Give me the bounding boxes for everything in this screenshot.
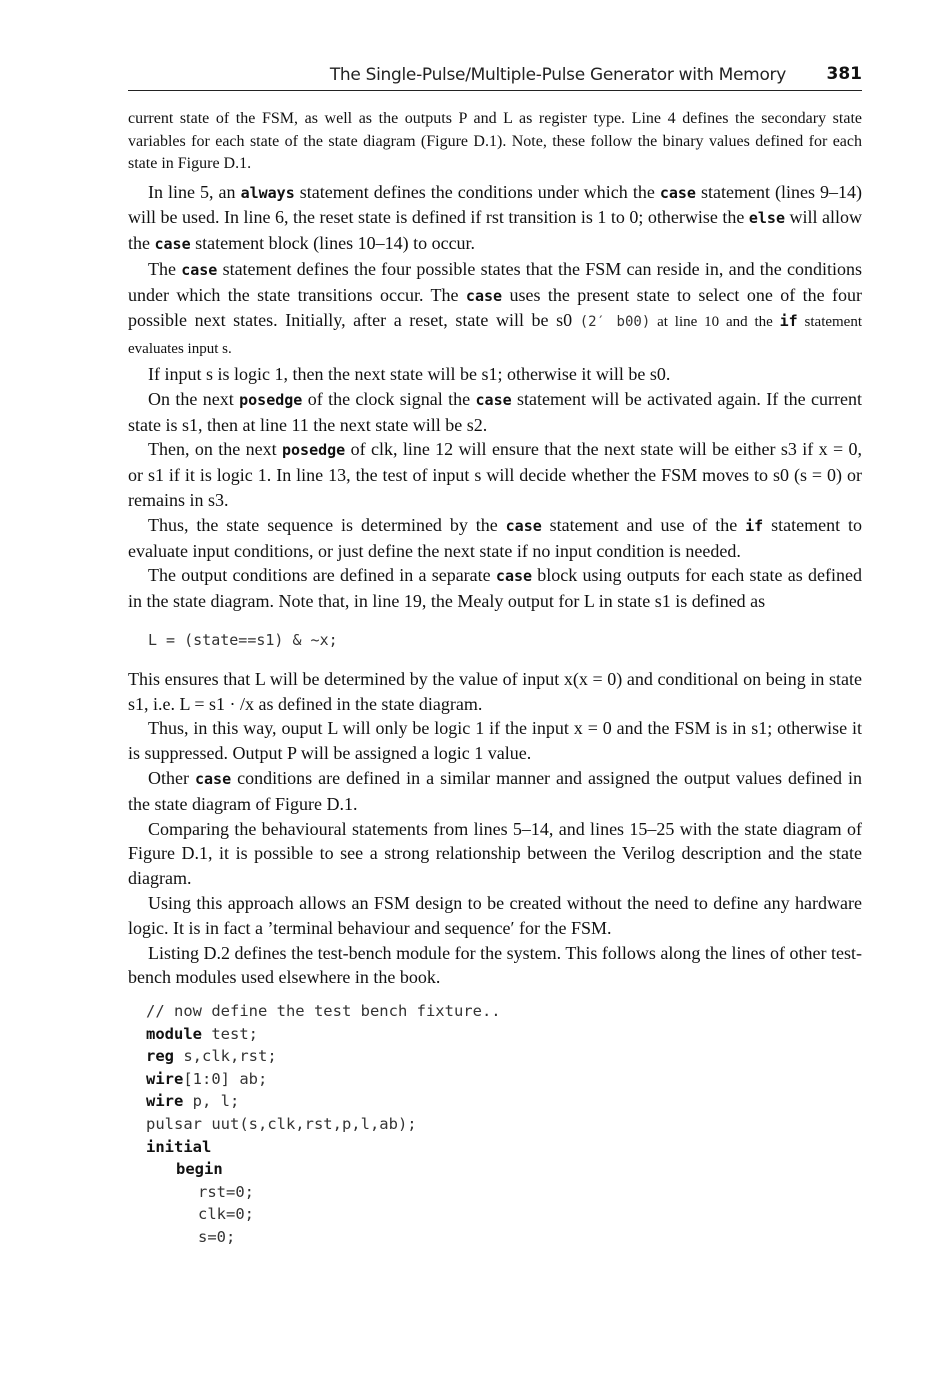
paragraph: Thus, the state sequence is determined by the case statement and use of the if statement to evaluate input conditions, or just define the next state if no input condition is needed. — [128, 514, 862, 561]
code-line: pulsar uut(s,clk,rst,p,l,ab); — [146, 1114, 417, 1133]
running-header — [128, 62, 862, 91]
code-comment: // now define the test bench fixture.. — [146, 1002, 501, 1020]
code-listing — [146, 1000, 501, 1249]
code-keyword: case — [659, 183, 696, 202]
paragraph: Other case conditions are defined in a similar manner and assigned the output values defined in the state diagram of Figure D.1. — [128, 768, 862, 814]
code-keyword: case — [495, 567, 533, 586]
code-keyword: if — [779, 312, 798, 331]
code-line: reg s,clk,rst; — [146, 1047, 277, 1066]
code-keyword: case — [465, 286, 503, 305]
code-line: wire[1:0] ab; — [146, 1069, 268, 1088]
code-line: initial — [146, 1137, 212, 1156]
code-line: wire p, l; — [146, 1092, 240, 1111]
code-literal: (2′ b00) — [579, 314, 651, 331]
paragraph: Thus, in this way, ouput L will only be logic 1 if the input x = 0 and the FSM is in s1; otherwise it is suppressed. Output P will be assigned a logic 1 value. — [128, 718, 862, 764]
paragraph: Comparing the behavioural statements from lines 5–14, and lines 15–25 with the state diagram of Figure D.1, it is possible to see a strong relationship between the Verilog description and the state diagram. — [128, 818, 862, 889]
code-keyword: case — [195, 770, 232, 789]
code-keyword: posedge — [281, 441, 346, 460]
page-number: 381 — [826, 64, 862, 84]
code-line: begin — [176, 1160, 223, 1179]
running-title: The Single-Pulse/Multiple-Pulse Generator with Memory — [329, 65, 786, 85]
code-keyword: else — [748, 209, 785, 228]
code-keyword: case — [475, 390, 512, 409]
paragraph: Using this approach allows an FSM design to be created without the need to define any hardware logic. It is in fact a ’terminal behaviour and sequence′ for the FSM. — [128, 893, 862, 938]
code-line: rst=0; — [198, 1182, 254, 1201]
paragraph: The output conditions are defined in a separate case block using outputs for each state as defined in the state diagram. Note that, in line 19, the Mealy output for L in state s1 is defined as — [128, 565, 862, 612]
code-line: L = (state==s1) & ~x; — [148, 631, 338, 650]
paragraph: This ensures that L will be determined by the value of input x(x = 0) and conditional on being in state s1, i.e. L = s1 · /x as defined in the state diagram. — [128, 668, 862, 714]
paragraph: The case statement defines the four possible states that the FSM can reside in, and the conditions under which the state transitions occur. The case uses the present state to select one of the four possible next states. Initially, after a reset, state will be s0 (2′ b00) at line 10 and the if statement evaluates input s. — [128, 258, 863, 358]
code-keyword: if — [745, 516, 764, 535]
code-line: module test; — [146, 1024, 258, 1043]
code-keyword: posedge — [239, 390, 303, 409]
code-keyword: always — [240, 183, 295, 202]
paragraph: current state of the FSM, as well as the outputs P and L as register type. Line 4 defines the secondary state variables for each state of the state diagram (Figure D.1). Note, these follow the binary values defined for each state in Figure D.1. — [128, 110, 862, 172]
paragraph: In line 5, an always statement defines the conditions under which the case statement (lines 9–14) will be used. In line 6, the reset state is defined if rst transition is 1 to 0; otherwise the else will allow the case statement block (lines 10–14) to occur. — [128, 181, 862, 254]
paragraph: On the next posedge of the clock signal the case statement will be activated again. If the current state is s1, then at line 11 the next state will be s2. — [128, 388, 863, 435]
code-keyword: case — [154, 235, 191, 254]
code-keyword: case — [505, 516, 542, 535]
paragraph: Listing D.2 defines the test-bench module for the system. This follows along the lines of other test-bench modules used elsewhere in the book. — [128, 942, 862, 988]
body-text — [128, 108, 862, 990]
code-line: clk=0; — [198, 1205, 254, 1224]
paragraph: Then, on the next posedge of clk, line 12 will ensure that the next state will be either s3 if x = 0, or s1 if it is logic 1. In line 13, the test of input s will decide whether the FSM moves to s0 (s = 0) or remains in s3. — [128, 439, 863, 511]
code-line: s=0; — [198, 1227, 236, 1246]
paragraph: If input s is logic 1, then the next state will be s1; otherwise it will be s0. — [148, 364, 671, 385]
code-keyword: case — [181, 260, 218, 279]
